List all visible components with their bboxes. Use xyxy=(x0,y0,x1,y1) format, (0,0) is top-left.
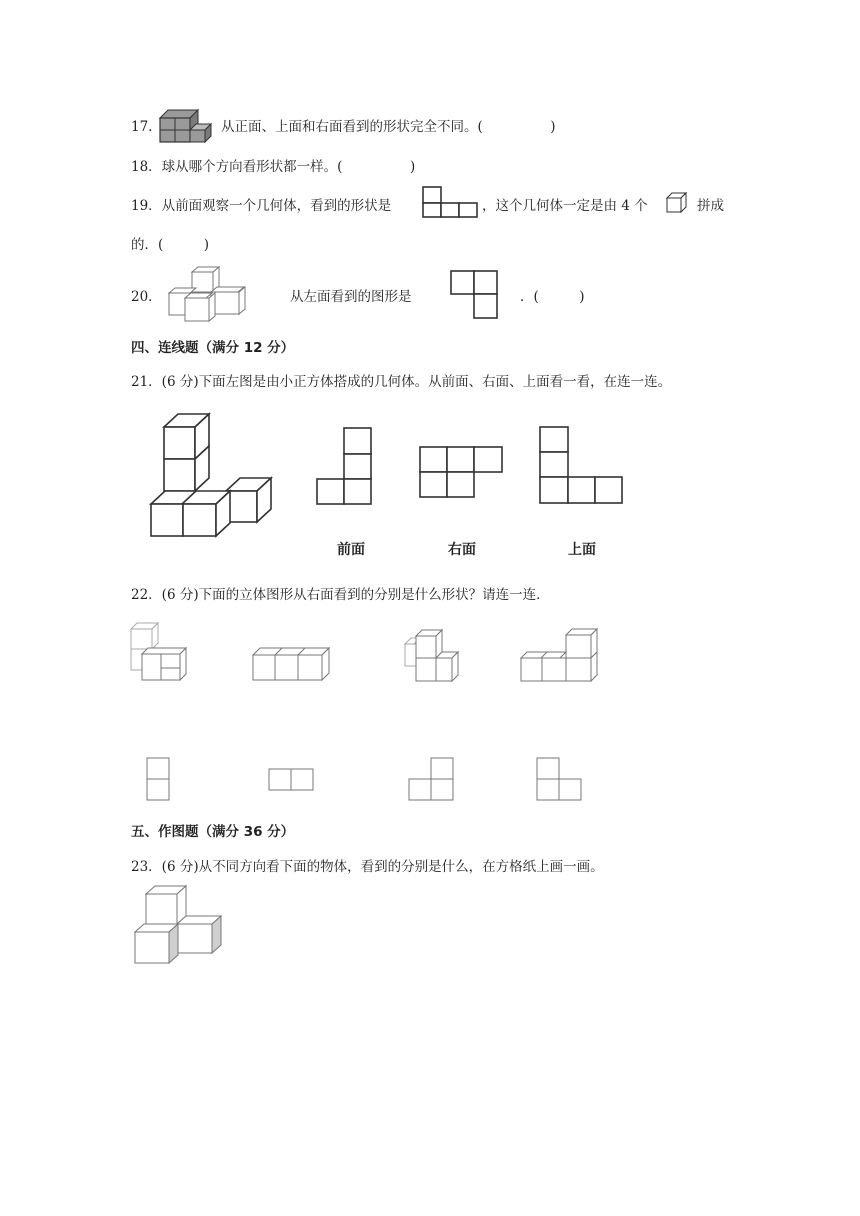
q20-cube-figure xyxy=(168,266,250,324)
q21-label-right: 右面 xyxy=(448,542,476,558)
q19-text-line2: 的．( ) xyxy=(131,237,210,253)
q21-solid-figure xyxy=(150,411,275,539)
q20-left-view-figure xyxy=(450,270,500,322)
q21-label-top: 上面 xyxy=(568,542,596,558)
section-5-title: 五、作图题（满分 36 分） xyxy=(131,824,295,840)
q18-text: 18．球从哪个方向看形状都一样。( ) xyxy=(131,159,416,175)
q21-label-front: 前面 xyxy=(337,542,365,558)
q19-text-part3: 拼成 xyxy=(697,198,724,214)
q20-tail: ．( ) xyxy=(520,289,585,305)
q21-top-view xyxy=(539,426,625,506)
q20-number: 20． xyxy=(131,289,162,305)
q22-view-a xyxy=(146,757,172,803)
q22-view-c xyxy=(408,757,456,803)
q17-number: 17. xyxy=(131,119,153,135)
q17-cube-figure xyxy=(160,108,216,144)
q19-text-part2: ，这个几何体一定是由 4 个 xyxy=(482,198,648,214)
q20-text: 从左面看到的图形是 xyxy=(290,289,412,305)
q22-solid-1 xyxy=(130,622,190,684)
q17-text: 从正面、上面和右面看到的形状完全不同。( ) xyxy=(221,119,556,135)
q22-solid-3 xyxy=(402,628,462,684)
q19-front-view-figure xyxy=(422,186,478,220)
q22-solid-4 xyxy=(520,628,600,684)
q22-text: 22．(6 分)下面的立体图形从右面看到的分别是什么形状？请连一连． xyxy=(131,587,550,603)
q19-text-part1: 19．从前面观察一个几何体，看到的形状是 xyxy=(131,198,392,214)
q23-text: 23．(6 分)从不同方向看下面的物体，看到的分别是什么，在方格纸上画一画。 xyxy=(131,859,604,875)
q22-solid-2 xyxy=(252,646,332,684)
q22-view-b xyxy=(268,768,316,794)
q21-right-view xyxy=(419,446,505,500)
small-cube-icon xyxy=(666,192,688,214)
section-4-title: 四、连线题（满分 12 分） xyxy=(131,340,295,356)
q21-text: 21．(6 分)下面左图是由小正方体搭成的几何体。从前面、右面、上面看一看，在连一连。 xyxy=(131,374,672,390)
q23-solid-figure xyxy=(133,884,225,966)
q21-front-view xyxy=(316,427,374,507)
q22-view-d xyxy=(536,757,584,803)
